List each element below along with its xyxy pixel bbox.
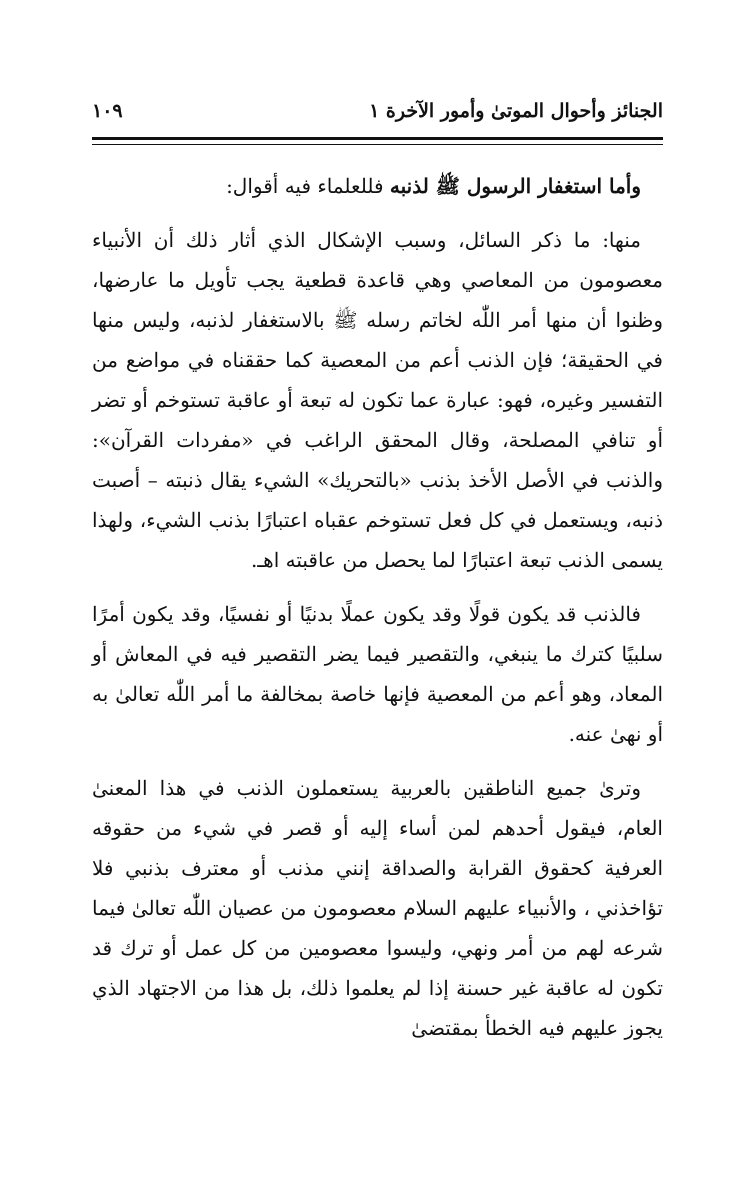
running-header <box>92 100 663 122</box>
header-rule-thick <box>92 137 663 140</box>
body-paragraph: وترىٰ جميع الناطقين بالعربية يستعملون الذنب في هذا المعنىٰ العام، فيقول أحدهم لمن أساء إليه أو قصر في شيء من حقوقه العرفية كحقوق القرابة والصداقة إنني مذنب أو معترف بذنبي فلا تؤاخذني ، والأنبياء عليهم السلام معصومون من عصيان اللّٰه تعالىٰ فيما شرعه لهم من أمر ونهي، وليسوا معصومين من كل عمل أو ترك قد تكون له عاقبة غير حسنة إذا لم يعلموا ذلك، بل هذا من الاجتهاد الذي يجوز عليهم فيه الخطأ بمقتضىٰ <box>92 776 663 1040</box>
body-paragraph: فالذنب قد يكون قولًا وقد يكون عملًا بدنيًا أو نفسيًا، وقد يكون أمرًا سلبيًا كترك ما ينبغي، والتقصير فيما يضر التقصير فيه في المعاش أو المعاد، وهو أعم من المعصية فإنها خاصة بمخالفة ما أمر اللّٰه تعالىٰ به أو نهىٰ عنه. <box>92 602 663 746</box>
body-paragraph: منها: ما ذكر السائل، وسبب الإشكال الذي أثار ذلك أن الأنبياء معصومون من المعاصي وهي قاعدة قطعية يجب تأويل ما عارضها، وظنوا أن منها أمر اللّٰه لخاتم رسله ﷺ بالاستغفار لذنبه، وليس منها في الحقيقة؛ فإن الذنب أعم من المعصية كما حققناه في مواضع من التفسير وغيره، فهو: عبارة عما تكون له تبعة أو عاقبة تستوخم أو تضر أو تنافي المصلحة، وقال المحقق الراغب في «مفردات القرآن»: والذنب في الأصل الأخذ بذنب «بالتحريك» الشيء يقال ذنبته – أصبت ذنبه، ويستعمل في كل فعل تستوخم عقباه اعتبارًا بذنب الشيء، ولهذا يسمى الذنب تبعة اعتبارًا لما يحصل من عاقبته اهـ. <box>92 228 663 572</box>
page-number: ١٠٩ <box>92 100 123 122</box>
intro-paragraph <box>92 166 663 206</box>
intro-bold-text: وأما استغفار الرسول ﷺ لذنبه <box>389 174 641 198</box>
header-rule-thin <box>92 144 663 145</box>
page-body <box>92 166 663 1062</box>
running-title: الجنائز وأحوال الموتىٰ وأمور الآخرة ١ <box>369 100 663 122</box>
intro-rest-text: فللعلماء فيه أقوال: <box>226 174 390 198</box>
